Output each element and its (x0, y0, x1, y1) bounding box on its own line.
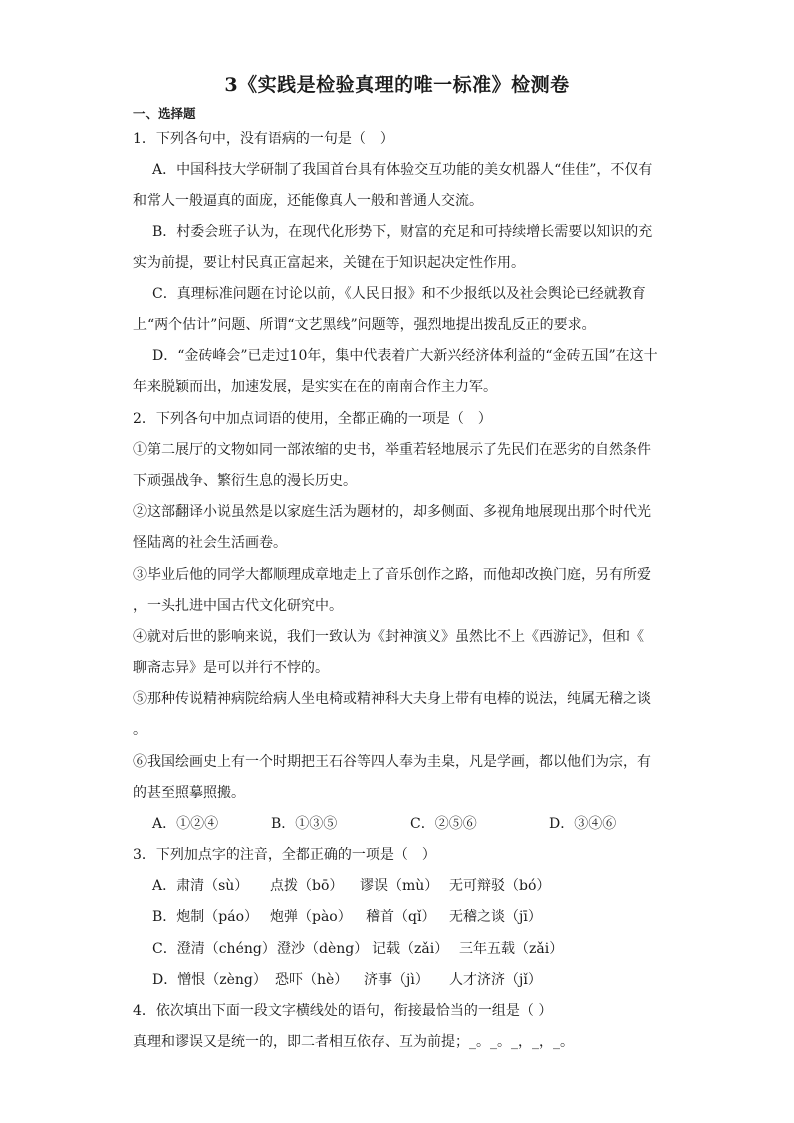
q2-sentence-6-line1: ⑥我国绘画史上有一个时期把王石谷等四人奉为圭臬，凡是学画，都以他们为宗，有 (133, 754, 651, 770)
page-title: 3《实践是检验真理的唯一标准》检测卷 (224, 74, 570, 96)
q2-sentence-6-line2: 的甚至照摹照搬。 (133, 785, 245, 801)
q2-sentence-2-line1: ②这部翻译小说虽然是以家庭生活为题材的，却多侧面、多视角地展现出那个时代光 (133, 504, 651, 520)
q2-sentence-4-line1: ④就对后世的影响来说，我们一致认为《封神演义》虽然比不上《西游记》，但和《 (133, 629, 644, 645)
q3-option-d-item4: 人才济济（jǐ） (449, 972, 542, 988)
q2-sentence-5-line1: ⑤那种传说精神病院给病人坐电椅或精神科大夫身上带有电棒的说法，纯属无稽之谈 (133, 691, 651, 707)
q3-option-b-item3: 稽首（qǐ） (366, 909, 436, 925)
q2-option-a: A．①②④ (152, 816, 219, 832)
q2-option-c: C．②⑤⑥ (410, 816, 477, 832)
question-1-stem: 1．下列各句中，没有语病的一句是（ ） (133, 131, 394, 147)
q2-sentence-1-line2: 下顽强战争、繁衍生息的漫长历史。 (133, 473, 357, 489)
q3-option-a-item2: 点拨（bō） (270, 878, 344, 894)
q3-option-a-item1: A．肃清（sù） (152, 878, 249, 894)
q3-option-a-item3: 谬误（mù） (360, 878, 439, 894)
q1-option-d-line1: D．“金砖峰会”已走过10年，集中代表着广大新兴经济体利益的“金砖五国”在这十 (152, 348, 658, 364)
q3-option-c-item1: C．澄清（chéng） (152, 941, 276, 957)
q1-option-d-line2: 年来脱颖而出，加速发展，是实实在在的南南合作主力军。 (133, 379, 497, 395)
q1-option-c-line1: C．真理标准问题在讨论以前，《人民日报》和不少报纸以及社会舆论已经就教育 (152, 286, 646, 302)
q3-option-c-item4: 三年五载（zǎi） (459, 941, 564, 957)
q1-option-b-line1: B．村委会班子认为，在现代化形势下，财富的充足和可持续增长需要以知识的充 (152, 224, 653, 240)
question-4-stem: 4．依次填出下面一段文字横线处的语句，衔接最恰当的一组是（ ） (133, 1003, 553, 1019)
q2-sentence-3-line2: ，一头扎进中国古代文化研究中。 (133, 598, 343, 614)
q3-option-a-item4: 无可辩驳（bó） (449, 878, 551, 894)
q2-sentence-4-line2: 聊斋志异》是可以并行不悖的。 (133, 660, 329, 676)
q1-option-a-line1: A．中国科技大学研制了我国首台具有体验交互功能的美女机器人“佳佳”，不仅有 (152, 162, 653, 178)
section-heading: 一、选择题 (133, 106, 196, 121)
q2-sentence-2-line2: 怪陆离的社会生活画卷。 (133, 535, 287, 551)
q1-option-b-line2: 实为前提，要让村民真正富起来，关键在于知识起决定性作用。 (133, 255, 525, 271)
q2-option-b: B．①③⑤ (271, 816, 338, 832)
q3-option-c-item2: 澄沙（dèng） (277, 941, 369, 957)
q3-option-d-item1: D．憎恨（zèng） (152, 972, 267, 988)
q1-option-a-line2: 和常人一般逼真的面庞，还能像真人一般和普通人交流。 (133, 193, 483, 209)
q3-option-b-item2: 炮弹（pào） (270, 909, 352, 925)
q2-sentence-5-line2: 。 (133, 722, 147, 738)
q3-option-c-item3: 记载（zǎi） (372, 941, 449, 957)
question-3-stem: 3．下列加点字的注音，全都正确的一项是（ ） (133, 847, 436, 863)
q3-option-d-item3: 济事（jì） (364, 972, 429, 988)
question-2-stem: 2．下列各句中加点词语的使用，全都正确的一项是（ ） (133, 411, 492, 427)
q1-option-c-line2: 上“两个估计”问题、所谓“文艺黑线”问题等，强烈地提出拨乱反正的要求。 (133, 317, 596, 333)
q2-sentence-3-line1: ③毕业后他的同学大都顺理成章地走上了音乐创作之路，而他却改换门庭，另有所爱 (133, 567, 651, 583)
q2-sentence-1-line1: ①第二展厅的文物如同一部浓缩的史书，举重若轻地展示了先民们在恶劣的自然条件 (133, 442, 651, 458)
q3-option-b-item1: B．炮制（páo） (152, 909, 259, 925)
q3-option-b-item4: 无稽之谈（jī） (449, 909, 542, 925)
q3-option-d-item2: 恐吓（hè） (275, 972, 349, 988)
q2-option-d: D．③④⑥ (549, 816, 617, 832)
q4-passage-line: 真理和谬误又是统一的，即二者相互依存、互为前提；_。_。_，_，_。 (133, 1034, 574, 1050)
